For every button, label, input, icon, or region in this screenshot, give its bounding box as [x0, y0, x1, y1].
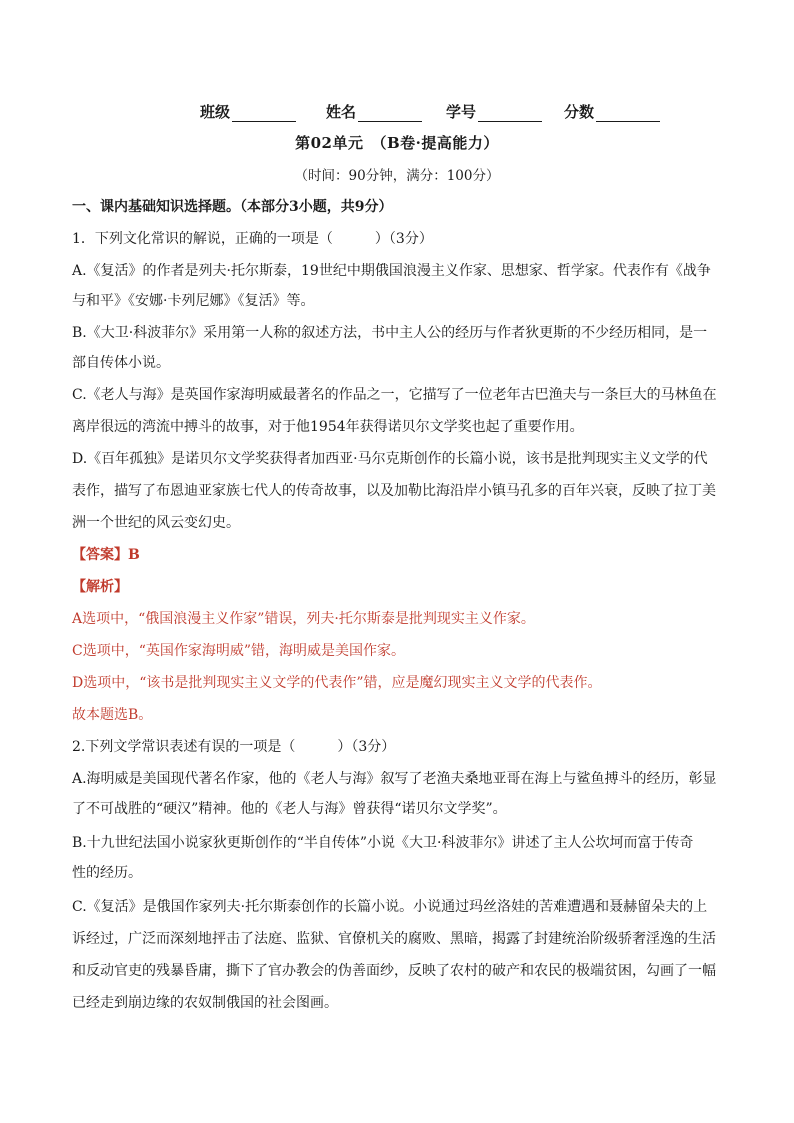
- q1-analysis-a: A选项中，“俄国浪漫主义作家”错误，列夫·托尔斯泰是批判现实主义作家。: [72, 611, 535, 627]
- q1-option-b-line1: B.《大卫·科波菲尔》采用第一人称的叙述方法，书中主人公的经历与作者狄更斯的不少经历相同，是一: [72, 325, 708, 341]
- time-info: （时间：90分钟，满分：100分）: [294, 168, 500, 184]
- q1-option-b-line2: 部自传体小说。: [72, 355, 170, 371]
- q2-option-a-line1: A.海明威是美国现代著名作家，他的《老人与海》叙写了老渔夫桑地亚哥在海上与鲨鱼搏斗的经历，彰显: [72, 771, 717, 787]
- name-label: 姓名: [326, 103, 357, 121]
- class-blank: [232, 105, 296, 122]
- q1-option-c-line2: 离岸很远的湾流中搏斗的故事，对于他1954年获得诺贝尔文学奖也起了重要作用。: [72, 419, 584, 435]
- q2-stem: 2.下列文学常识表述有误的一项是（ ）（3分）: [72, 739, 396, 755]
- q2-option-b-line1: B.十九世纪法国小说家狄更斯创作的“半自传体”小说《大卫·科波菲尔》讲述了主人公坎坷而富于传奇: [72, 835, 694, 851]
- q2-option-c-line4: 已经走到崩边缘的农奴制俄国的社会图画。: [72, 995, 338, 1011]
- q1-analysis-tag: 【解析】: [72, 579, 128, 595]
- student-info-line: [0, 101, 794, 125]
- number-blank: [478, 105, 542, 122]
- q1-option-d-line1: D.《百年孤独》是诺贝尔文学奖获得者加西亚·马尔克斯创作的长篇小说，该书是批判现实主义文学的代: [72, 451, 708, 467]
- q1-option-c-line1: C.《老人与海》是英国作家海明威最著名的作品之一，它描写了一位老年古巴渔夫与一条巨大的马林鱼在: [72, 387, 717, 403]
- q2-option-c-line2: 诉经过，广泛而深刻地抨击了法庭、监狱、官僚机关的腐败、黑暗，揭露了封建统治阶级骄奢淫逸的生活: [72, 931, 716, 947]
- number-label: 学号: [446, 103, 477, 121]
- q1-answer: 【答案】B: [72, 547, 140, 563]
- q1-option-a-line2: 与和平》《安娜·卡列尼娜》《复活》等。: [72, 293, 315, 309]
- q2-option-a-line2: 了不可战胜的“硬汉”精神。他的《老人与海》曾获得“诺贝尔文学奖”。: [72, 801, 507, 817]
- number-field: [446, 101, 542, 122]
- name-field: [326, 101, 422, 122]
- class-field: [200, 101, 296, 122]
- class-label: 班级: [200, 103, 231, 121]
- q1-option-d-line3: 洲一个世纪的风云变幻史。: [72, 515, 240, 531]
- score-label: 分数: [564, 103, 595, 121]
- q1-analysis-c: C选项中，“英国作家海明威”错，海明威是美国作家。: [72, 643, 406, 659]
- q1-option-a-line1: A.《复活》的作者是列夫·托尔斯泰，19世纪中期俄国浪漫主义作家、思想家、哲学家。代表作有《战争: [72, 263, 711, 279]
- q1-analysis-d: D选项中，“该书是批判现实主义文学的代表作”错，应是魔幻现实主义文学的代表作。: [72, 675, 602, 691]
- unit-title: 第02单元 （B卷·提高能力）: [295, 134, 499, 152]
- section-title: 一、课内基础知识选择题。（本部分3小题，共9分）: [72, 199, 393, 215]
- q2-option-c-line1: C.《复活》是俄国作家列夫·托尔斯泰创作的长篇小说。小说通过玛丝洛娃的苦难遭遇和聂赫留朵夫的上: [72, 899, 708, 915]
- q1-conclusion: 故本题选B。: [72, 707, 153, 723]
- q1-stem: 1．下列文化常识的解说，正确的一项是（ ）（3分）: [72, 231, 433, 247]
- q2-option-c-line3: 和反动官吏的残暴昏庸，撕下了官办教会的伪善面纱，反映了农村的破产和农民的极端贫困，勾画了一幅: [72, 963, 716, 979]
- score-field: [564, 101, 660, 122]
- q2-option-b-line2: 性的经历。: [72, 865, 142, 881]
- score-blank: [596, 105, 660, 122]
- name-blank: [358, 105, 422, 122]
- q1-option-d-line2: 表作，描写了布恩迪亚家族七代人的传奇故事，以及加勒比海沿岸小镇马孔多的百年兴衰，反映了拉丁美: [72, 483, 716, 499]
